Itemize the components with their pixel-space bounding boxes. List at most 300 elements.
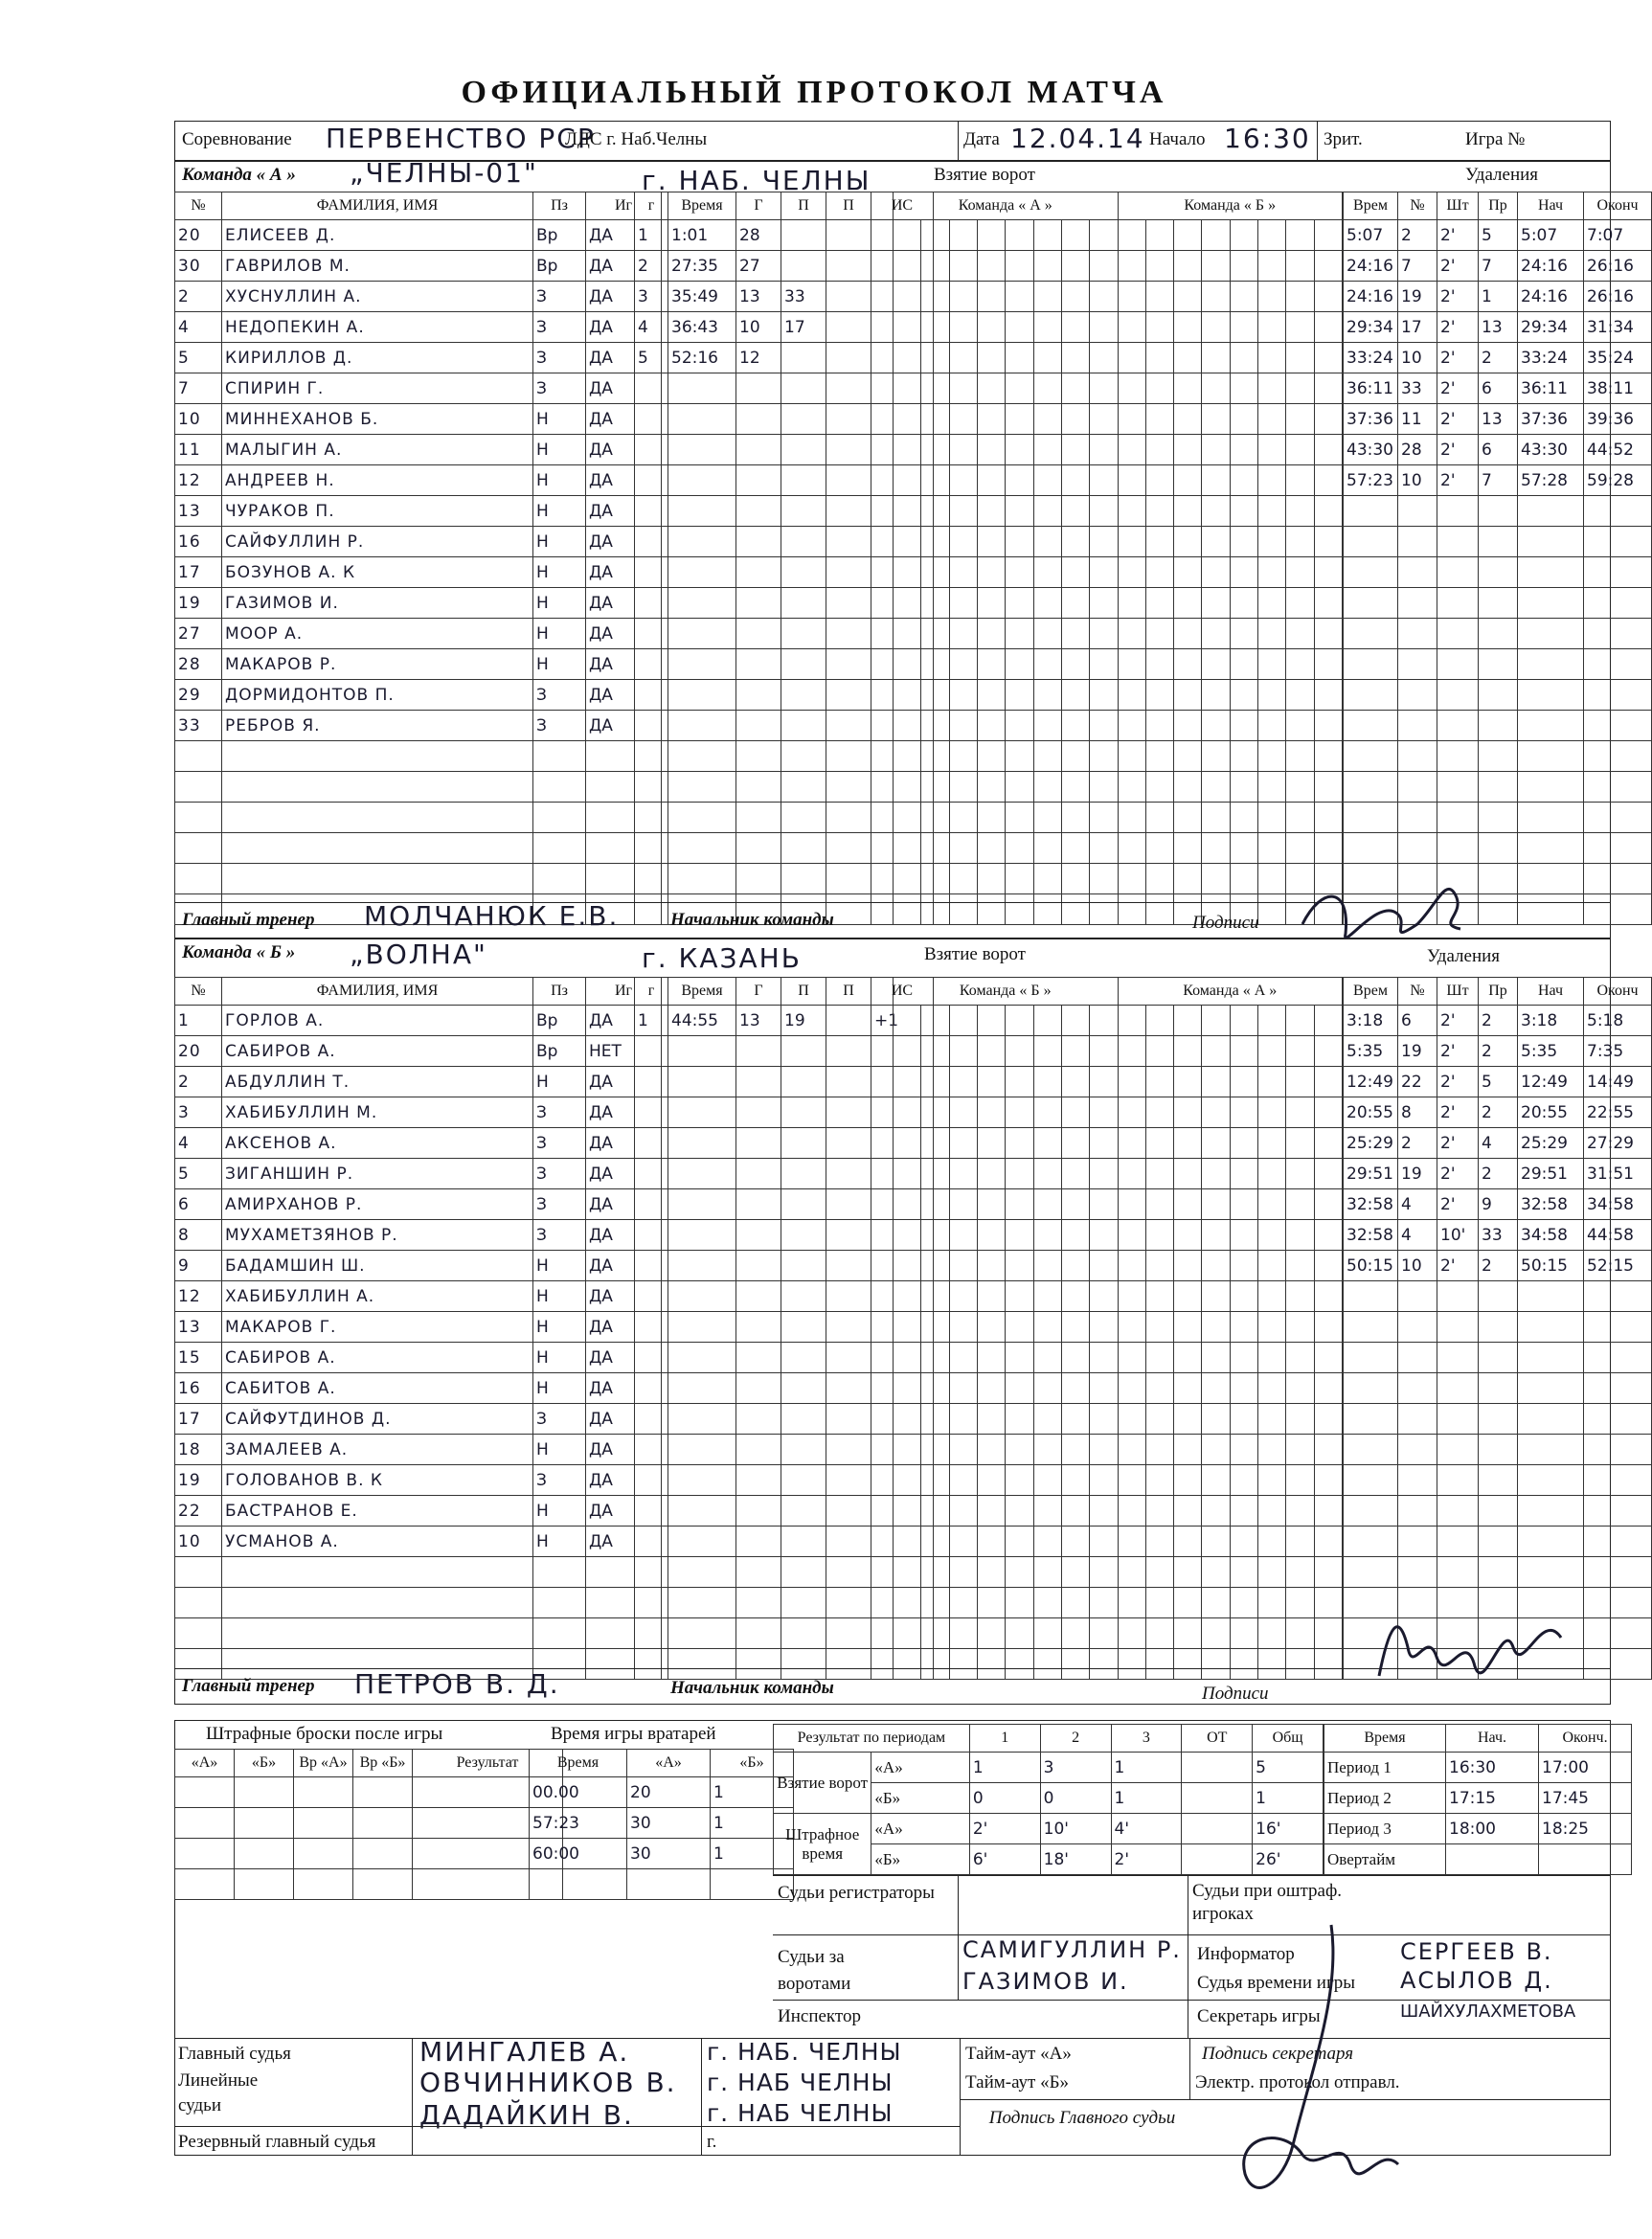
player-number: 5 (175, 1159, 222, 1189)
goal-time: 27:35 (668, 251, 736, 282)
penalty-pr: 6 (1479, 435, 1518, 465)
grid-cell (1118, 741, 1145, 772)
grid-cell (949, 220, 977, 251)
period-time-start: 17:15 (1446, 1783, 1539, 1814)
grid-cell (949, 1404, 977, 1435)
grid-row (894, 1465, 1343, 1496)
grid-cell (921, 373, 949, 404)
goal-g (635, 1465, 668, 1496)
grid-cell (977, 465, 1005, 496)
penalty-pr (1479, 1281, 1518, 1312)
goal-g: 5 (635, 343, 668, 373)
penalty-end (1584, 894, 1652, 925)
grid-cell (1286, 527, 1314, 557)
player-name: ЗИГАНШИН Р. (222, 1159, 533, 1189)
goals-row-label: Взятие ворот (774, 1753, 871, 1814)
grid-cell (921, 1435, 949, 1465)
grid-cell (1061, 741, 1089, 772)
grid-cell (921, 803, 949, 833)
goal-g (736, 1251, 781, 1281)
penalty-sht (1437, 803, 1479, 833)
grid-cell (1286, 833, 1314, 864)
goal-p2 (826, 1557, 871, 1588)
grid-cell (1202, 803, 1230, 833)
grid-cell (1006, 373, 1033, 404)
penalty-start: 37:36 (1518, 404, 1584, 435)
goal-time (668, 373, 736, 404)
shootout-table (174, 1749, 563, 1900)
header-row (1324, 1725, 1632, 1753)
grid-cell (1202, 435, 1230, 465)
grid-row (894, 680, 1343, 711)
player-position: Н (533, 1281, 586, 1312)
grid-cell (1006, 680, 1033, 711)
goal-p1 (781, 1189, 826, 1220)
grid-cell (1145, 864, 1173, 894)
goal-g (736, 1435, 781, 1465)
goal-g (635, 1343, 668, 1373)
column-header: Оконч. (1539, 1725, 1632, 1753)
penalty-no: 17 (1398, 312, 1437, 343)
grid-cell (1258, 220, 1286, 251)
player-row (175, 1006, 662, 1036)
grid-cell (949, 1220, 977, 1251)
grid-cell (1090, 1312, 1118, 1343)
goal-p1 (781, 1067, 826, 1097)
grid-cell (977, 1006, 1005, 1036)
penalty-no (1398, 711, 1437, 741)
penalty-sht (1437, 619, 1479, 649)
pim-row-value (1182, 1814, 1253, 1844)
grid-cell (921, 711, 949, 741)
penalty-row (1344, 282, 1652, 312)
penalty-t: 3:18 (1344, 1006, 1398, 1036)
grid-cell (1090, 803, 1118, 833)
goal-p1 (781, 680, 826, 711)
player-played: ДА (586, 1373, 662, 1404)
penalty-t (1344, 1435, 1398, 1465)
grid-cell (921, 741, 949, 772)
penalty-row (1344, 251, 1652, 282)
grid-cell (1174, 527, 1202, 557)
penalty-sht (1437, 833, 1479, 864)
player-row (175, 527, 662, 557)
grid-cell (949, 680, 977, 711)
grid-cell (1286, 1527, 1314, 1557)
grid-cell (1033, 1159, 1061, 1189)
penalty-end: 5:18 (1584, 1006, 1652, 1036)
period-time-row (1324, 1783, 1632, 1814)
goal-p1 (781, 343, 826, 373)
grid-cell (1202, 1618, 1230, 1649)
grid-cell (1286, 343, 1314, 373)
grid-cell (1118, 1527, 1145, 1557)
grid-cell (1033, 588, 1061, 619)
grid-cell (1286, 496, 1314, 527)
player-row (175, 220, 662, 251)
grid-cell (1033, 894, 1061, 925)
penalty-no (1398, 680, 1437, 711)
grid-row (894, 1435, 1343, 1465)
penalty-end: 59:28 (1584, 465, 1652, 496)
grid-cell (977, 1281, 1005, 1312)
penalty-row (1344, 1251, 1652, 1281)
grid-cell (1090, 864, 1118, 894)
penalty-end (1584, 1649, 1652, 1680)
grid-cell (921, 282, 949, 312)
goal-g: 12 (736, 343, 781, 373)
grid-row (894, 404, 1343, 435)
player-name: АМИРХАНОВ Р. (222, 1189, 533, 1220)
grid-cell (1174, 1588, 1202, 1618)
goal-row (635, 803, 934, 833)
header-row (1344, 192, 1652, 220)
penalty-no (1398, 1312, 1437, 1343)
penalty-sht: 2' (1437, 251, 1479, 282)
grid-cell (894, 619, 921, 649)
grid-cell (1286, 588, 1314, 619)
grid-cell (1286, 1097, 1314, 1128)
grid-cell (921, 1649, 949, 1680)
grid-cell (1258, 282, 1286, 312)
main-referee-signature (1197, 1915, 1437, 2222)
penalty-end (1584, 864, 1652, 894)
grid-row (894, 1373, 1343, 1404)
grid-cell (1033, 619, 1061, 649)
column-header: г (635, 192, 668, 220)
column-header: Команда « А » (1118, 978, 1343, 1006)
grid-cell (977, 220, 1005, 251)
grid-cell (1090, 588, 1118, 619)
grid-row (894, 588, 1343, 619)
player-number: 15 (175, 1343, 222, 1373)
player-row (175, 1465, 662, 1496)
player-number: 8 (175, 1220, 222, 1251)
grid-cell (921, 1036, 949, 1067)
goal-p1 (781, 619, 826, 649)
grid-cell (894, 1465, 921, 1496)
penalty-sht (1437, 527, 1479, 557)
grid-cell (921, 894, 949, 925)
grid-cell (1174, 1189, 1202, 1220)
inspector-label: Инспектор (778, 2006, 861, 2026)
goal-p1 (781, 496, 826, 527)
goal-p2 (826, 1649, 871, 1680)
goal-time (668, 741, 736, 772)
player-played: ДА (586, 343, 662, 373)
team-a-city: г. НАБ. ЧЕЛНЫ (642, 165, 871, 196)
penalty-row (1344, 404, 1652, 435)
goal-g (635, 680, 668, 711)
penalty-sht: 2' (1437, 1036, 1479, 1067)
gk-a: 20 (627, 1777, 711, 1808)
grid-cell (1314, 1220, 1342, 1251)
grid-cell (1006, 1527, 1033, 1557)
team-a-chief-label: Начальник команды (670, 910, 834, 930)
player-row (175, 833, 662, 864)
header-row (894, 978, 1343, 1006)
penalty-start: 24:16 (1518, 282, 1584, 312)
grid-cell (1090, 649, 1118, 680)
goal-p2 (826, 1097, 871, 1128)
player-position: Н (533, 619, 586, 649)
penalty-row (1344, 373, 1652, 404)
grid-cell (1258, 588, 1286, 619)
player-played: ДА (586, 251, 662, 282)
player-row (175, 1312, 662, 1343)
penalty-sht (1437, 1312, 1479, 1343)
penalty-t: 12:49 (1344, 1067, 1398, 1097)
grid-cell (921, 1097, 949, 1128)
goal-time: 44:55 (668, 1006, 736, 1036)
penalty-row (1344, 1189, 1652, 1220)
penalty-start: 29:51 (1518, 1159, 1584, 1189)
goal-p1 (781, 1343, 826, 1373)
goal-p2 (826, 833, 871, 864)
grid-cell (1006, 1343, 1033, 1373)
shootout-cell (235, 1839, 294, 1869)
grid-cell (1145, 220, 1173, 251)
grid-cell (1006, 803, 1033, 833)
penalty-sht: 2' (1437, 1128, 1479, 1159)
goal-row (635, 343, 934, 373)
goal-row (635, 557, 934, 588)
grid-cell (977, 1527, 1005, 1557)
grid-cell (1258, 833, 1286, 864)
player-number: 16 (175, 527, 222, 557)
grid-cell (1286, 1006, 1314, 1036)
penalty-start (1518, 1373, 1584, 1404)
linesman-2-city: г. НАБ ЧЕЛНЫ (707, 2099, 894, 2127)
goal-row (635, 1036, 934, 1067)
grid-cell (1006, 649, 1033, 680)
timekeeper-label: Судья времени игры (1197, 1973, 1355, 1993)
grid-cell (1286, 373, 1314, 404)
shootout-row (175, 1777, 563, 1808)
player-row (175, 1343, 662, 1373)
grid-cell (1202, 465, 1230, 496)
grid-cell (977, 282, 1005, 312)
grid-cell (1314, 465, 1342, 496)
player-name: ГАЗИМОВ И. (222, 588, 533, 619)
shootout-cell (175, 1777, 235, 1808)
main-referee-city: г. НАБ. ЧЕЛНЫ (707, 2038, 902, 2066)
grid-cell (1258, 1373, 1286, 1404)
goal-g (736, 373, 781, 404)
grid-cell (1090, 404, 1118, 435)
grid-cell (1258, 1067, 1286, 1097)
column-header: Пр (1479, 978, 1518, 1006)
goal-g (736, 1189, 781, 1220)
goal-g: 4 (635, 312, 668, 343)
periods-table (773, 1724, 1324, 1875)
grid-cell (1230, 1189, 1257, 1220)
player-number: 4 (175, 312, 222, 343)
grid-cell (1006, 312, 1033, 343)
grid-cell (1090, 1159, 1118, 1189)
player-row (175, 680, 662, 711)
grid-cell (977, 833, 1005, 864)
grid-cell (1202, 220, 1230, 251)
team-b-coach-label: Главный тренер (182, 1676, 315, 1696)
player-name: НЕДОПЕКИН А. (222, 312, 533, 343)
grid-cell (1006, 1618, 1033, 1649)
penalty-end (1584, 1373, 1652, 1404)
grid-cell (1033, 772, 1061, 803)
player-row (175, 1527, 662, 1557)
grid-cell (1090, 711, 1118, 741)
player-played: ДА (586, 649, 662, 680)
player-name (222, 833, 533, 864)
goals-row (774, 1753, 1324, 1783)
team-a-coach-label: Главный тренер (182, 910, 315, 930)
penalty-no: 2 (1398, 220, 1437, 251)
grid-cell (949, 527, 977, 557)
goal-g (736, 1404, 781, 1435)
grid-cell (1090, 527, 1118, 557)
goal-g (736, 803, 781, 833)
competition-label: Соревнование (182, 129, 292, 149)
goal-g (635, 864, 668, 894)
grid-cell (1061, 711, 1089, 741)
gk-time: 00.00 (530, 1777, 627, 1808)
goal-g (736, 1097, 781, 1128)
grid-cell (977, 711, 1005, 741)
penalty-row (1344, 465, 1652, 496)
grid-cell (949, 1067, 977, 1097)
player-number (175, 1588, 222, 1618)
player-position: З (533, 1159, 586, 1189)
goal-g (736, 404, 781, 435)
goal-time (668, 1496, 736, 1527)
goal-p2 (826, 1189, 871, 1220)
player-position (533, 1557, 586, 1588)
grid-cell (1145, 1128, 1173, 1159)
grid-row (894, 772, 1343, 803)
grid-cell (1286, 1557, 1314, 1588)
goal-p2 (826, 343, 871, 373)
player-name: ХАБИБУЛЛИН М. (222, 1097, 533, 1128)
timekeeper-value: АСЫЛОВ Д. (1400, 1967, 1553, 1994)
grid-cell (977, 1312, 1005, 1343)
grid-cell (921, 527, 949, 557)
goal-row (635, 1312, 934, 1343)
player-name (222, 772, 533, 803)
goals-row-value (1182, 1753, 1253, 1783)
grid-cell (1145, 1649, 1173, 1680)
goal-p1 (781, 1097, 826, 1128)
grid-cell (1314, 1373, 1342, 1404)
goal-g (635, 1557, 668, 1588)
goal-g (635, 1097, 668, 1128)
player-row (175, 1128, 662, 1159)
grid-cell (921, 833, 949, 864)
goal-row (635, 312, 934, 343)
goal-row (635, 1189, 934, 1220)
grid-cell (1061, 557, 1089, 588)
header-row (530, 1750, 794, 1777)
grid-cell (949, 1128, 977, 1159)
grid-cell (977, 1097, 1005, 1128)
team-tag: «А» (871, 1753, 969, 1783)
goal-p2 (826, 1006, 871, 1036)
grid-cell (1258, 1006, 1286, 1036)
grid-cell (1033, 649, 1061, 680)
grid-cell (1286, 1465, 1314, 1496)
penalty-row (1344, 1006, 1652, 1036)
goal-p2 (826, 741, 871, 772)
penalty-end (1584, 680, 1652, 711)
player-position: З (533, 1220, 586, 1251)
goals-row-value: 5 (1253, 1753, 1324, 1783)
grid-cell (1230, 373, 1257, 404)
column-header: П (826, 192, 871, 220)
penalty-start (1518, 803, 1584, 833)
goal-p2 (826, 312, 871, 343)
goal-time: 36:43 (668, 312, 736, 343)
goal-time (668, 1435, 736, 1465)
penalty-no: 10 (1398, 465, 1437, 496)
grid-cell (1145, 496, 1173, 527)
grid-cell (1061, 803, 1089, 833)
player-row (175, 343, 662, 373)
player-number: 13 (175, 1312, 222, 1343)
grid-cell (1314, 1097, 1342, 1128)
player-position: Вр (533, 1036, 586, 1067)
player-position: Н (533, 1343, 586, 1373)
goal-g (635, 1036, 668, 1067)
grid-cell (1174, 1343, 1202, 1373)
grid-cell (1230, 557, 1257, 588)
grid-cell (1006, 251, 1033, 282)
grid-cell (1314, 741, 1342, 772)
grid-row (894, 711, 1343, 741)
competition-value: ПЕРВЕНСТВО РСР (326, 123, 596, 154)
grid-cell (1006, 1281, 1033, 1312)
column-header: № (175, 978, 222, 1006)
pim-row-value: 26' (1253, 1844, 1324, 1875)
goal-p1 (781, 373, 826, 404)
grid-cell (1174, 404, 1202, 435)
player-number (175, 1649, 222, 1680)
goal-p1 (781, 1220, 826, 1251)
penalty-pr (1479, 496, 1518, 527)
grid-cell (1314, 1251, 1342, 1281)
goal-p1: 19 (781, 1006, 826, 1036)
grid-row (894, 465, 1343, 496)
penalty-t: 29:51 (1344, 1159, 1398, 1189)
grid-cell (1258, 435, 1286, 465)
player-name: УСМАНОВ А. (222, 1527, 533, 1557)
penalty-end (1584, 833, 1652, 864)
penalty-row (1344, 1281, 1652, 1312)
grid-row (894, 435, 1343, 465)
grid-cell (1118, 619, 1145, 649)
grid-cell (921, 1343, 949, 1373)
grid-cell (1174, 619, 1202, 649)
goal-row (635, 404, 934, 435)
goal-g (635, 1189, 668, 1220)
grid-cell (1174, 373, 1202, 404)
penalty-start: 24:16 (1518, 251, 1584, 282)
grid-cell (1033, 1527, 1061, 1557)
grid-cell (1061, 1067, 1089, 1097)
grid-cell (1090, 1006, 1118, 1036)
penalty-start: 34:58 (1518, 1220, 1584, 1251)
penalty-start (1518, 1496, 1584, 1527)
grid-cell (1230, 282, 1257, 312)
player-row (175, 772, 662, 803)
